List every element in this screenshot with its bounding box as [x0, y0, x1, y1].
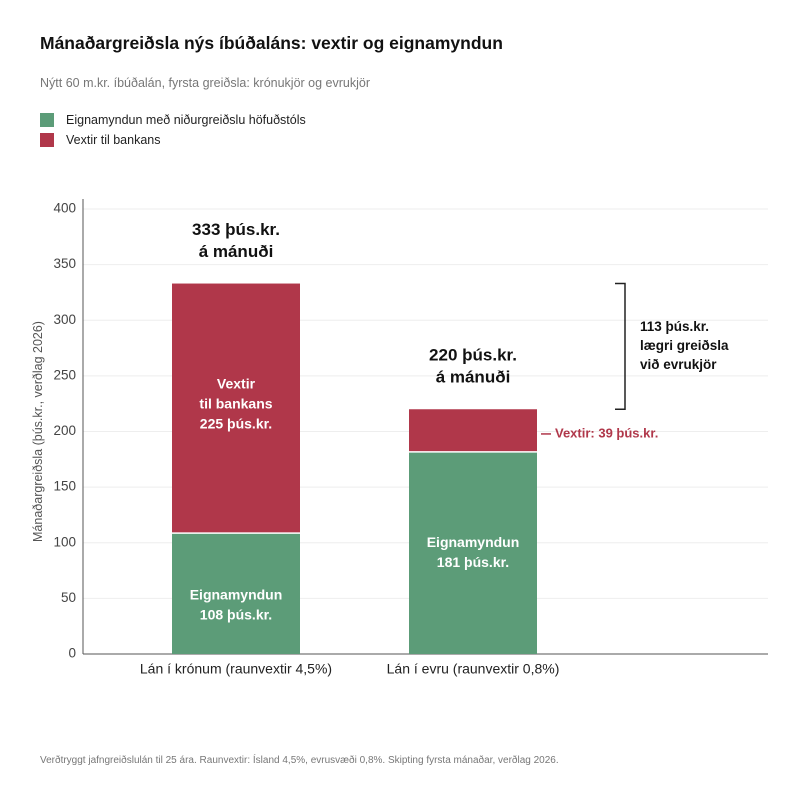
legend-label-interest: Vextir til bankans — [66, 133, 161, 147]
y-tick-label: 400 — [53, 200, 76, 216]
x-tick-label: Lán í evru (raunvextir 0,8%) — [386, 660, 560, 677]
y-tick-label: 300 — [53, 311, 76, 327]
y-tick-label: 0 — [68, 645, 76, 661]
y-axis-title: Mánaðargreiðsla (þús.kr., verðlag 2026) — [31, 321, 45, 542]
y-tick-label: 200 — [53, 423, 76, 439]
data-label-interest: Vextir til bankans 225 þús.kr. — [199, 375, 273, 432]
total-label: 333 þús.kr. á mánuði — [192, 220, 280, 262]
total-label: 220 þús.kr. á mánuði — [429, 345, 517, 387]
chart-title: Mánaðargreiðsla nýs íbúðaláns: vextir og eignamyndun — [40, 33, 503, 53]
legend-label-equity: Eignamyndun með niðurgreiðslu höfuðstóls — [66, 113, 306, 127]
y-tick-label: 50 — [60, 589, 76, 605]
footnote: Verðtryggt jafngreiðslulán til 25 ára. Raunvextir: Ísland 4,5%, evrusvæði 0,8%. Skipting fyrsta mánaðar, verðlag 2026. — [40, 755, 559, 766]
data-label-equity: Eignamyndun 181 þús.kr. — [426, 534, 520, 571]
y-tick-label: 150 — [53, 478, 76, 494]
data-label-equity: Eignamyndun 108 þús.kr. — [189, 586, 283, 623]
difference-bracket — [615, 284, 625, 410]
x-tick-label: Lán í krónum (raunvextir 4,5%) — [139, 660, 333, 677]
y-tick-label: 250 — [53, 367, 76, 383]
difference-label: 113 þús.kr. lægri greiðsla við evrukjör — [640, 318, 729, 372]
chart-subtitle: Nýtt 60 m.kr. íbúðalán, fyrsta greiðsla: krónukjör og evrukjör — [40, 76, 371, 90]
y-tick-label: 100 — [53, 534, 76, 550]
bar-interest — [409, 409, 537, 451]
y-tick-label: 350 — [53, 256, 76, 272]
interest-callout: Vextir: 39 þús.kr. — [555, 425, 659, 441]
